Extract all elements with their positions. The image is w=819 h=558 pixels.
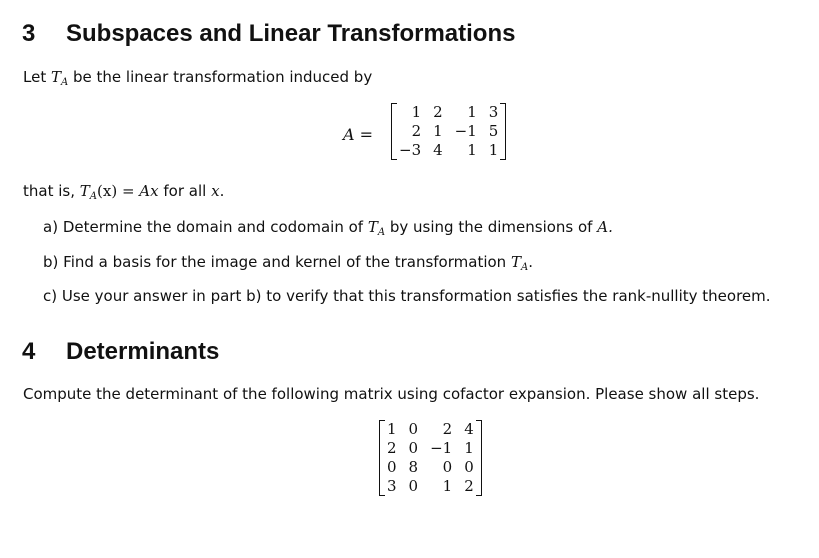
matrix-a-cell: −3 <box>399 141 422 159</box>
determinant-matrix-cell: 0 <box>387 458 397 476</box>
determinant-matrix-cell: 0 <box>408 439 419 457</box>
section-4-title: Determinants <box>66 338 220 365</box>
determinant-matrix-cell: 0 <box>408 477 419 495</box>
determinant-matrix-cell: 1 <box>442 477 453 495</box>
matrix-a-cell: 1 <box>433 122 443 140</box>
matrix-a-label: A = <box>343 125 374 144</box>
determinant-matrix-cell: 1 <box>387 420 397 438</box>
matrix-a-row <box>393 141 504 160</box>
determinant-matrix-row <box>381 477 480 496</box>
that-is-line: that is, $T_A(x) = Ax$ for all x. <box>23 182 225 202</box>
determinant-matrix <box>379 420 482 496</box>
matrix-a-cell: 5 <box>488 122 499 140</box>
matrix-a-cell: 1 <box>488 141 499 159</box>
determinant-matrix-cell: 2 <box>442 420 453 438</box>
section-4-intro: Compute the determinant of the following matrix using cofactor expansion. Please show all steps. <box>23 385 760 403</box>
item-c: c) Use your answer in part b) to verify that this transformation satisfies the rank-nullity theorem. <box>43 287 771 305</box>
determinant-matrix-cell: 0 <box>464 458 474 476</box>
section-3-number: 3 <box>22 20 36 47</box>
item-b-label: b) <box>43 253 59 271</box>
determinant-matrix-row <box>381 420 480 439</box>
matrix-a-cell: 1 <box>411 103 422 121</box>
section-3-title: Subspaces and Linear Transformations <box>66 20 516 47</box>
item-a-label: a) <box>43 218 59 236</box>
matrix-a-cell: −1 <box>454 122 477 140</box>
item-b: b) Find a basis for the image and kernel of the transformation $T_A$. <box>43 253 533 273</box>
determinant-matrix-cell: 8 <box>408 458 419 476</box>
determinant-matrix-cell: 0 <box>408 420 419 438</box>
determinant-matrix-cell: 0 <box>442 458 453 476</box>
matrix-a <box>391 103 506 160</box>
determinant-matrix-cell: 3 <box>387 477 397 495</box>
matrix-a-cell: 2 <box>433 103 443 121</box>
determinant-matrix-cell: −1 <box>430 439 453 457</box>
determinant-matrix-cell: 1 <box>464 439 474 457</box>
item-c-label: c) <box>43 287 58 305</box>
determinant-matrix-row <box>381 458 480 477</box>
section-3-intro: Let $T_A$ be the linear transformation induced by <box>23 68 373 88</box>
determinant-matrix-cell: 4 <box>464 420 474 438</box>
matrix-a-cell: 1 <box>467 103 477 121</box>
item-a: a) Determine the domain and codomain of $T_A$ by using the dimensions of A. <box>43 218 613 238</box>
determinant-matrix-cell: 2 <box>387 439 397 457</box>
determinant-matrix-cell: 2 <box>464 477 474 495</box>
matrix-a-row <box>393 122 504 141</box>
matrix-a-cell: 4 <box>433 141 443 159</box>
determinant-matrix-row <box>381 439 480 458</box>
matrix-a-cell: 3 <box>488 103 499 121</box>
section-4-number: 4 <box>22 338 36 365</box>
matrix-a-cell: 2 <box>411 122 422 140</box>
matrix-a-cell: 1 <box>467 141 477 159</box>
matrix-a-row <box>393 103 504 122</box>
